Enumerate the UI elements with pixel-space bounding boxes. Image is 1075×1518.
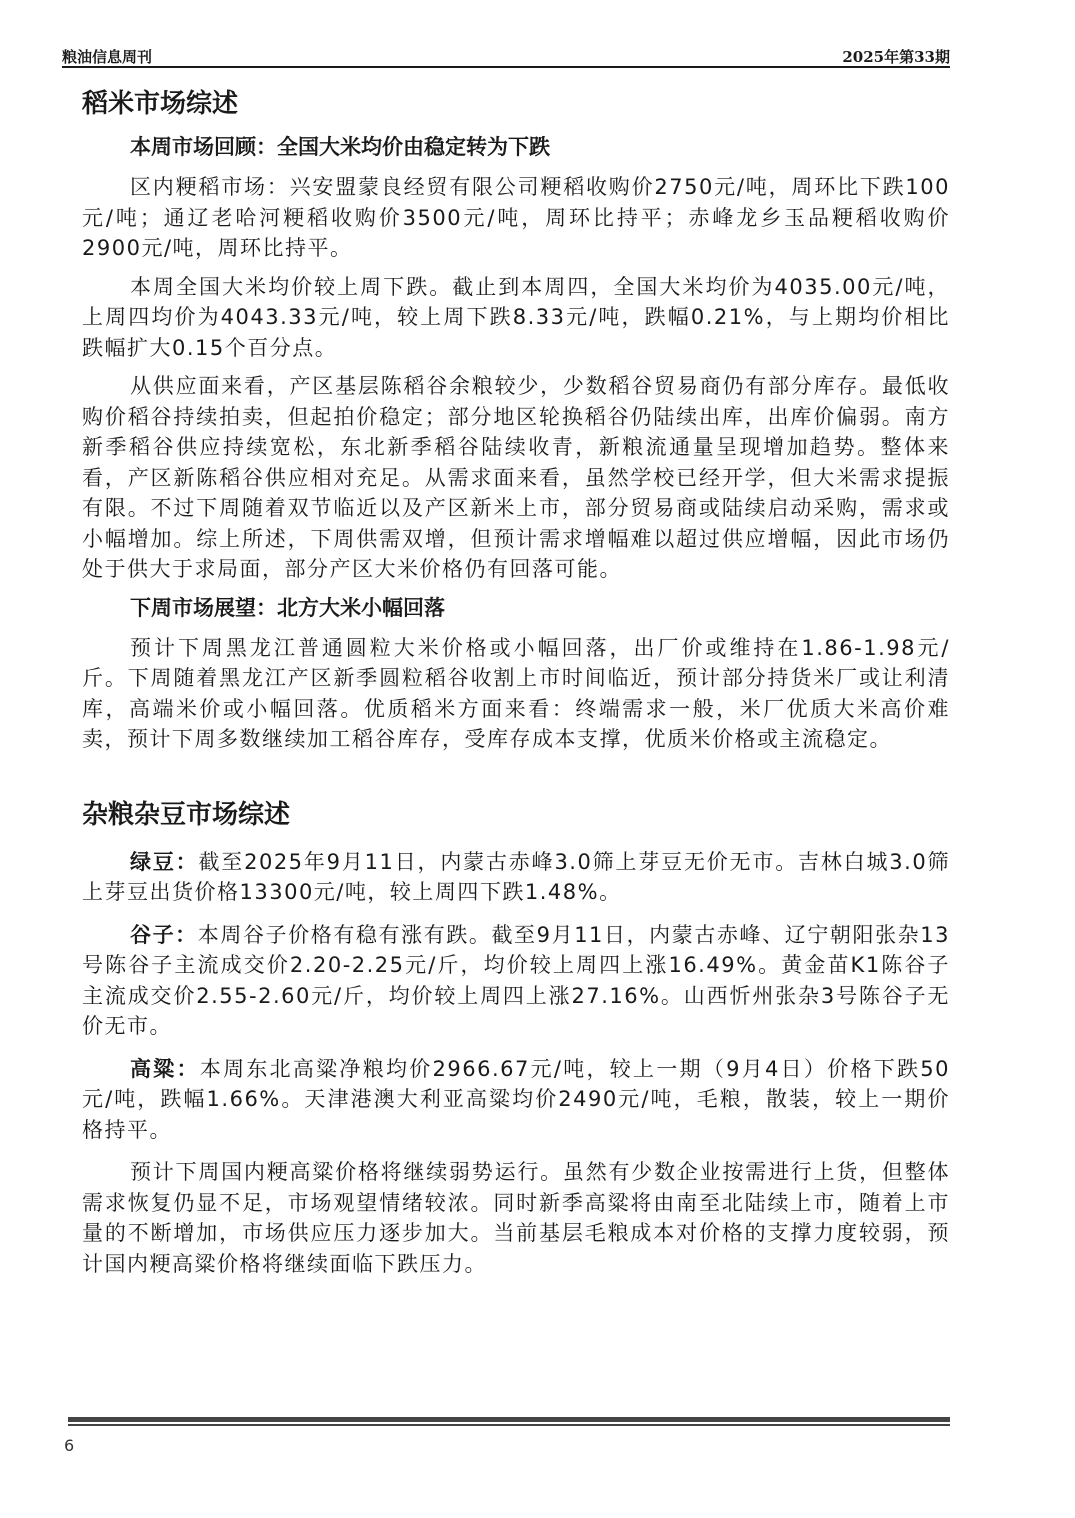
page-content	[82, 84, 950, 1279]
millet-label: 谷子：	[130, 922, 198, 947]
rice-section-title: 稻米市场综述	[82, 89, 239, 119]
rice-outlook-heading: 下周市场展望：北方大米小幅回落	[130, 595, 445, 620]
page-number: 6	[64, 1436, 75, 1455]
grains-section-title: 杂粮杂豆市场综述	[82, 799, 291, 830]
rice-paragraph-regional: 区内粳稻市场：兴安盟蒙良经贸有限公司粳稻收购价2750元/吨，周环比下跌100元/吨；通辽老哈河粳稻收购价3500元/吨，周环比持平；赤峰龙乡玉品粳稻收购价2900元/吨，周环比持平。	[82, 175, 950, 260]
millet-text: 本周谷子价格有稳有涨有跌。截至9月11日，内蒙古赤峰、辽宁朝阳张杂13号陈谷子主流成交价2.20-2.25元/斤，均价较上周四上涨16.49%。黄金苗K1陈谷子主流成交价2.55-2.60元/斤，均价较上周四上涨27.16%。山西忻州张杂3号陈谷子无价无市。	[82, 922, 950, 1038]
footer-divider-thick	[68, 1417, 950, 1422]
page-header	[62, 40, 950, 68]
rice-paragraph-national-price: 本周全国大米均价较上周下跌。截止到本周四，全国大米均价为4035.00元/吨，上周四均价为4043.33元/吨，较上周下跌8.33元/吨，跌幅0.21%，与上期均价相比跌幅扩大0.15个百分点。	[82, 274, 950, 360]
sorghum-text: 本周东北高粱净粮均价2966.67元/吨，较上一期（9月4日）价格下跌50元/吨，跌幅1.66%。天津港澳大利亚高粱均价2490元/吨，毛粮，散装，较上一期价格持平。	[82, 1056, 950, 1142]
rice-outlook-paragraph: 预计下周黑龙江普通圆粒大米价格或小幅回落，出厂价或维持在1.86-1.98元/斤。下周随着黑龙江产区新季圆粒稻谷收割上市时间临近，预计部分持货米厂或让利清库，高端米价或小幅回落。优质稻米方面来看：终端需求一般，米厂优质大米高价难卖，预计下周多数继续加工稻谷库存，受库存成本支撑，优质米价格或主流稳定。	[82, 635, 950, 751]
grains-section	[82, 795, 950, 1280]
mungbean-paragraph	[82, 847, 950, 908]
rice-section	[82, 84, 950, 755]
issue-number: 2025年第33期	[842, 48, 950, 66]
mungbean-text: 截至2025年9月11日，内蒙古赤峰3.0筛上芽豆无价无市。吉林白城3.0筛上芽豆出货价格13300元/吨，较上周四下跌1.48%。	[82, 849, 951, 904]
sorghum-outlook-paragraph: 预计下周国内粳高粱价格将继续弱势运行。虽然有少数企业按需进行上货，但整体需求恢复仍显不足，市场观望情绪较浓。同时新季高粱将由南至北陆续上市，随着上市量的不断增加，市场供应压力逐步加大。当前基层毛粮成本对价格的支撑力度较弱，预计国内粳高粱价格将继续面临下跌压力。	[82, 1160, 950, 1276]
millet-paragraph	[82, 920, 950, 1042]
mungbean-label: 绿豆：	[130, 849, 199, 874]
rice-paragraph-supply-demand: 从供应面来看，产区基层陈稻谷余粮较少，少数稻谷贸易商仍有部分库存。最低收购价稻谷持续拍卖，但起拍价稳定；部分地区轮换稻谷仍陆续出库，出库价偏弱。南方新季稻谷供应持续宽松，东北新季稻谷陆续收青，新粮流通量呈现增加趋势。整体来看，产区新陈稻谷供应相对充足。从需求面来看，虽然学校已经开学，但大米需求提振有限。不过下周随着双节临近以及产区新米上市，部分贸易商或陆续启动采购，需求或小幅增加。综上所述，下周供需双增，但预计需求增幅难以超过供应增幅，因此市场仍处于供大于求局面，部分产区大米价格仍有回落可能。	[82, 374, 950, 581]
rice-review-heading: 本周市场回顾：全国大米均价由稳定转为下跌	[130, 135, 550, 159]
header-divider	[62, 66, 950, 68]
sorghum-paragraph	[82, 1054, 950, 1146]
publication-name: 粮油信息周刊	[62, 48, 153, 66]
footer-divider-thin	[68, 1424, 950, 1426]
sorghum-label: 高粱：	[130, 1056, 200, 1081]
